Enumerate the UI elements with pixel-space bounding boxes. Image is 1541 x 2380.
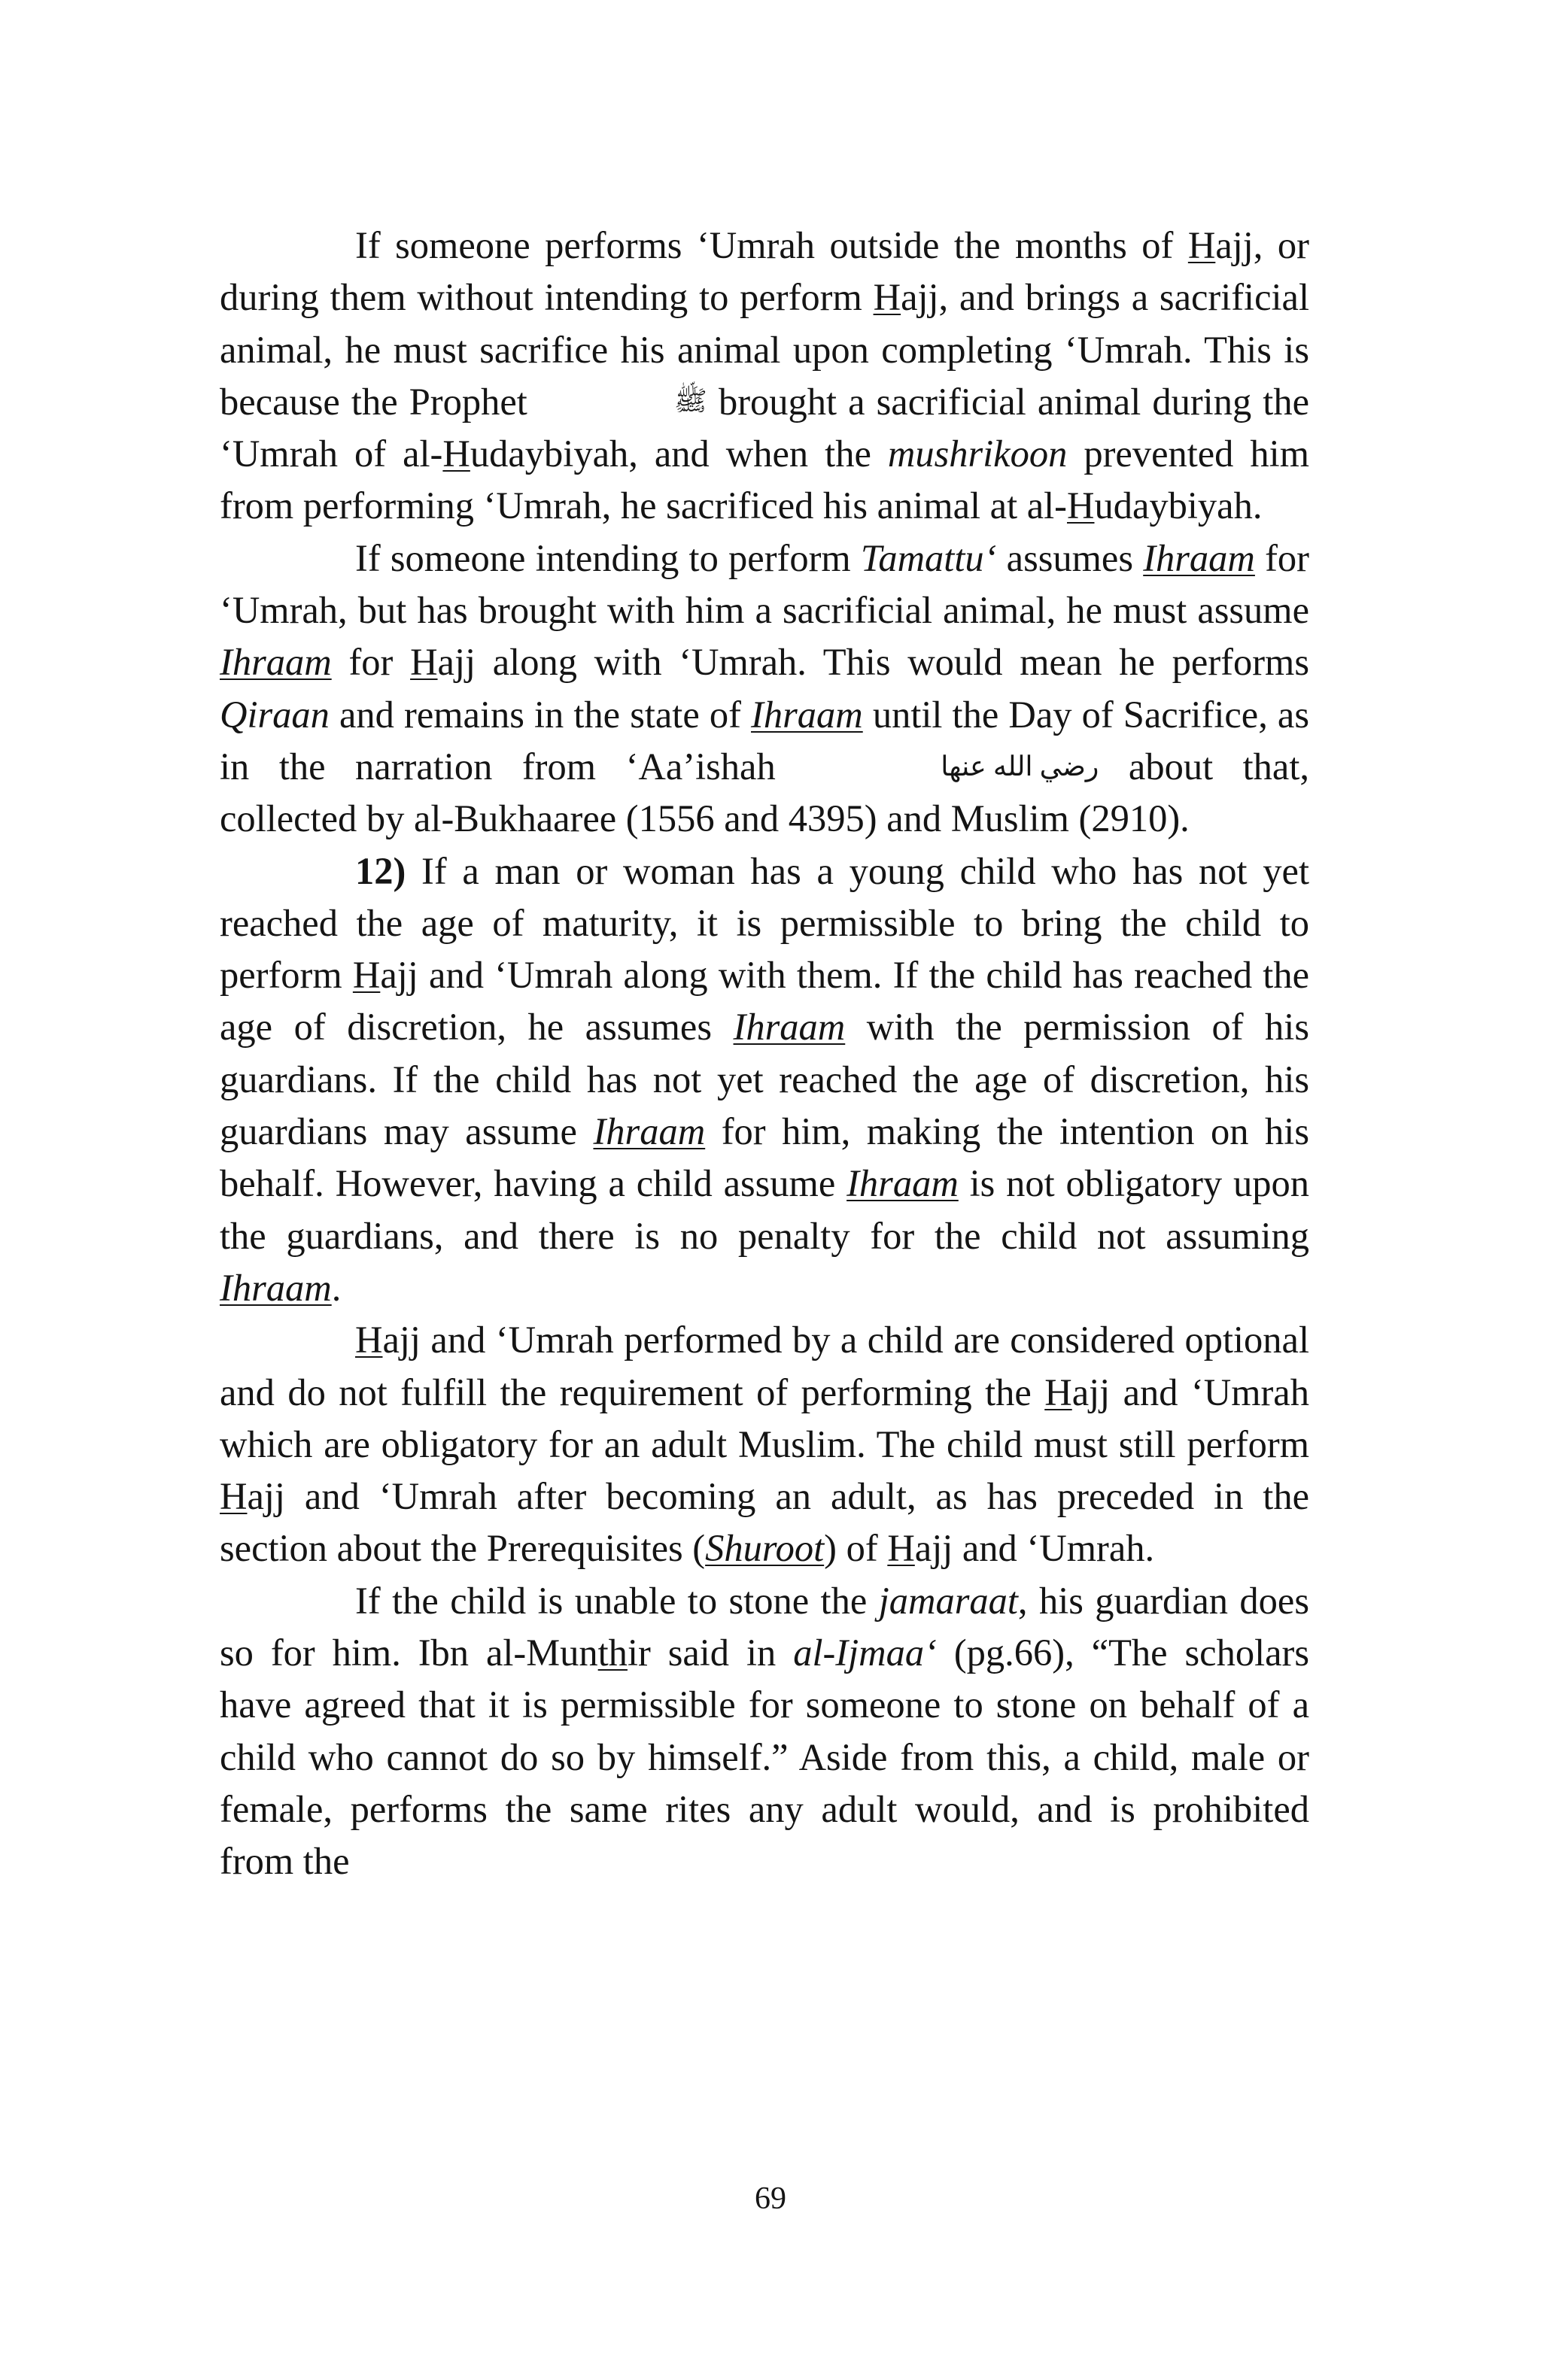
italic-term: Tamattu‘ xyxy=(860,536,997,579)
transliteration-underline: H xyxy=(887,1527,915,1570)
text-run: , his guardian does so for him. Ibn al-Mun xyxy=(220,1579,1309,1674)
transliteration-underline: H xyxy=(220,1475,248,1518)
transliteration-underline: H xyxy=(410,641,438,684)
paragraph-child-hajj-optional xyxy=(220,1314,1309,1574)
transliteration-underline: H xyxy=(873,276,901,319)
body-text xyxy=(220,220,1309,1888)
text-run: brought a sacrificial animal during the ‘Umrah of al- xyxy=(220,380,1309,475)
transliteration-underline: H xyxy=(352,954,381,997)
text-run: and remains in the state of xyxy=(329,693,752,736)
italic-term: jamaraat xyxy=(878,1579,1018,1622)
text-run: about that, collected by al-Bukhaaree (1556 and 4395) and Muslim (2910). xyxy=(220,745,1310,840)
text-run: If a man or woman has a young child who has not yet reached the age of maturity, it is permissible to bring the child to perform xyxy=(220,849,1309,997)
radiyallahu-anha-symbol: رضي الله عنها xyxy=(941,751,1099,782)
text-run: prevented him from performing ‘Umrah, he sacrificed his animal at al- xyxy=(220,433,1309,527)
salawat-symbol: ﷺ xyxy=(673,386,707,417)
transliteration-underline: H xyxy=(1187,224,1216,266)
italic-term: Shuroot xyxy=(705,1527,825,1570)
italic-term: Ihraam xyxy=(733,1006,846,1049)
text-run: ajj and ‘Umrah along with them. If the child has reached the age of discretion, he assumes xyxy=(220,954,1309,1049)
transliteration-underline: H xyxy=(1044,1371,1072,1413)
text-run: ajj and ‘Umrah after becoming an adult, as has preceded in the section about the Prerequisites ( xyxy=(220,1475,1309,1570)
text-run: for xyxy=(331,641,411,684)
italic-term: Qiraan xyxy=(220,693,330,736)
transliteration-underline: H xyxy=(442,433,470,475)
text-run: udaybiyah. xyxy=(1094,484,1263,527)
text-run: If the child is unable to stone the xyxy=(355,1579,879,1622)
italic-term: Ihraam xyxy=(220,1266,332,1309)
text-run: with the permission of his guardians. If the child has not yet reached the age of discretion, his guardians may assume xyxy=(220,1006,1309,1153)
text-run: If someone intending to perform xyxy=(355,536,861,579)
italic-term: Ihraam xyxy=(593,1110,706,1153)
transliteration-underline: th xyxy=(597,1632,628,1674)
text-run: ajj along with ‘Umrah. This would mean he performs xyxy=(437,641,1309,684)
italic-term: Ihraam xyxy=(220,641,332,684)
text-run: ir said in xyxy=(627,1632,794,1674)
text-run: ajj, or during them without intending to perform xyxy=(220,224,1309,319)
text-run: . xyxy=(331,1266,342,1309)
transliteration-underline: H xyxy=(1067,484,1095,527)
text-run: If someone performs ‘Umrah outside the months of xyxy=(355,224,1188,266)
text-run: (pg.66), “The scholars have agreed that it is permissible for someone to stone on behalf of a child who cannot do so by himself.” Aside from this, a child, male or female, performs the same rites any adult would, and is prohibited from the xyxy=(220,1632,1309,1883)
text-run: ) of xyxy=(824,1527,888,1570)
italic-term: Ihraam xyxy=(1143,536,1255,579)
text-run: until the Day of Sacrifice, as in the narration from ‘Aa’ishah xyxy=(220,693,1310,788)
text-run: for him, making the intention on his behalf. However, having a child assume xyxy=(220,1110,1309,1205)
text-run: ajj and ‘Umrah which are obligatory for an adult Muslim. The child must still perform xyxy=(220,1371,1309,1465)
paragraph-point-12-child xyxy=(220,845,1309,1315)
text-run: ajj, and brings a sacrificial animal, he must sacrifice his animal upon completing ‘Umrah. This is because the Prophet xyxy=(220,276,1309,423)
text-run: is not obligatory upon the guardians, and there is no penalty for the child not assuming xyxy=(220,1162,1309,1257)
text-run: assumes xyxy=(996,536,1144,579)
text-run: ajj and ‘Umrah. xyxy=(914,1527,1155,1570)
transliteration-underline: H xyxy=(355,1319,383,1362)
paragraph-tamattu-ihraam xyxy=(220,533,1309,845)
italic-term: mushrikoon xyxy=(887,433,1068,475)
italic-term: al-Ijmaa‘ xyxy=(793,1632,937,1674)
text-run: for ‘Umrah, but has brought with him a sacrificial animal, he must assume xyxy=(220,536,1310,632)
paragraph-umrah-outside-hajj-months xyxy=(220,220,1309,533)
italic-term: Ihraam xyxy=(751,693,863,736)
paragraph-child-stoning-jamaraat xyxy=(220,1575,1309,1888)
text-run: ajj and ‘Umrah performed by a child are considered optional and do not fulfill the requirement of performing the xyxy=(220,1319,1309,1413)
text-run: udaybiyah, and when the xyxy=(470,433,888,475)
italic-term: Ihraam xyxy=(846,1162,959,1205)
item-number: 12) xyxy=(355,849,406,892)
page-number: 69 xyxy=(755,2181,786,2216)
